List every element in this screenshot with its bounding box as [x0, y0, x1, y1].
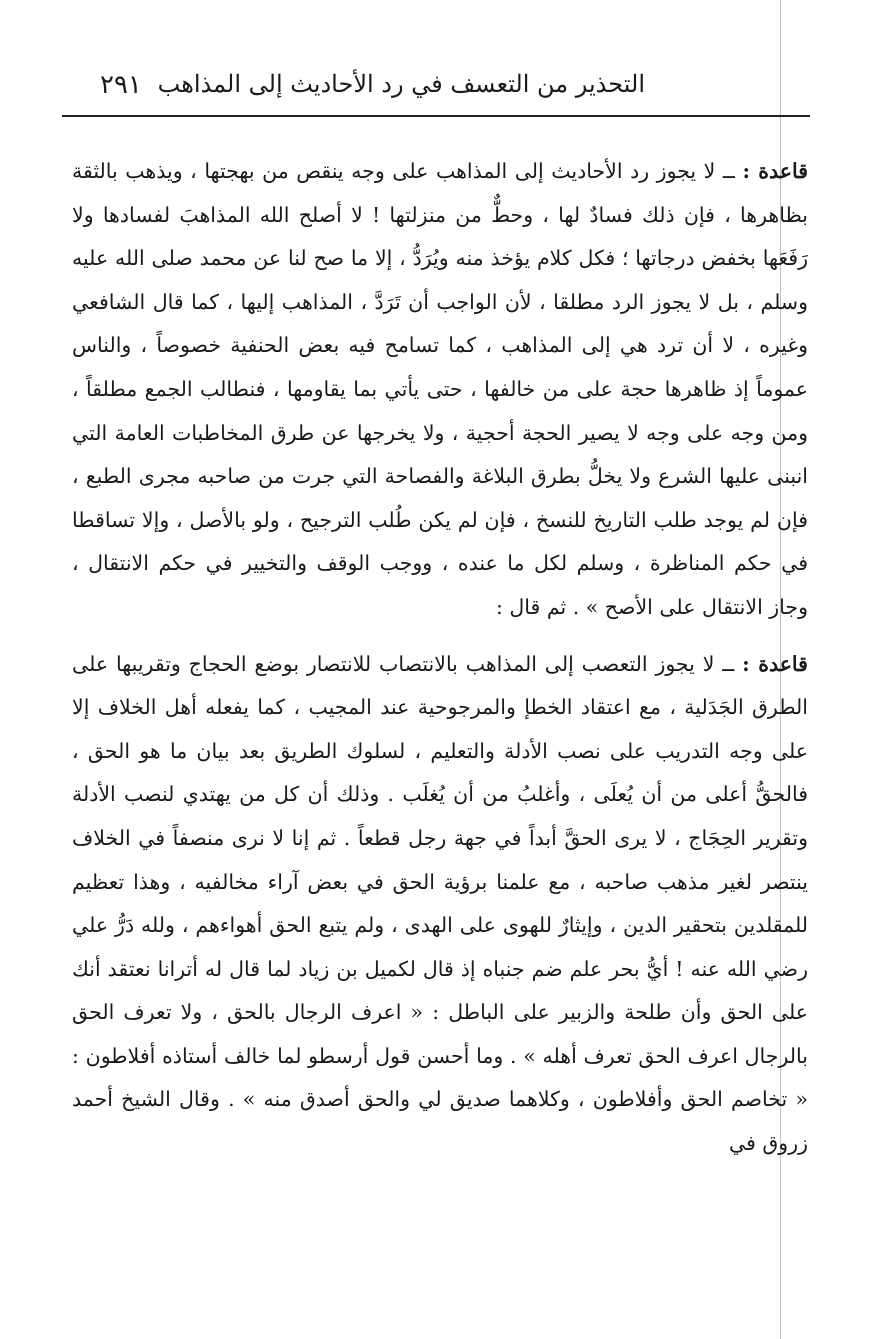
rule-heading: قاعدة :	[742, 651, 808, 676]
page-number: ٢٩١	[100, 70, 142, 100]
rule-dash: ــ	[722, 159, 735, 183]
rule-heading: قاعدة :	[742, 159, 808, 183]
rule-dash: ــ	[722, 651, 735, 676]
paragraph-rule-1	[72, 150, 808, 630]
running-title: التحذير من التعسف في رد الأحاديث إلى المذاهب	[157, 70, 645, 98]
header-rule	[62, 115, 810, 117]
body-text	[72, 150, 808, 1166]
paragraph-text: لا يجوز التعصب إلى المذاهب بالانتصاب للانتصار بوضع الحجاج وتقريبها على الطرق الجَدَلية ، مع اعتقاد الخطإ والمرجوحية عند المجيب ، كما يفعله أهل الخلاف إلا على وجه التدريب على نصب الأدلة والتعليم ، لسلوك الطريق بعد بيان ما هو الحق ، فالحقُّ أعلى من أن يُعلَى ، وأغلبُ من أن يُغلَب . وذلك أن كل من يهتدي لنصب الأدلة وتقرير الحِجَاج ، لا يرى الحقَّ أبداً في جهة رجل قطعاً . ثم إنا لا نرى منصفاً في الخلاف ينتصر لغير مذهب صاحبه ، مع علمنا برؤية الحق في بعض آراء مخالفيه ، وهذا تعظيم للمقلدين بتحقير الدين ، وإيثارٌ للهوى على الهدى ، ولم يتبع الحق أهواءهم ، ولله دَرُّ علي رضي الله عنه ! أيُّ بحر علم ضم جنباه إذ قال لكميل بن زياد لما قال له أترانا نعتقد أنك على الحق وأن طلحة والزبير على الباطل : « اعرف الرجال بالحق ، ولا تعرف الحق بالرجال اعرف الحق تعرف أهله » . وما أحسن قول أرسطو لما خالف أستاذه أفلاطون : « تخاصم الحق وأفلاطون ، وكلاهما صديق لي والحق أصدق منه » . وقال الشيخ أحمد زروق في	[72, 651, 808, 1156]
paragraph-text: لا يجوز رد الأحاديث إلى المذاهب على وجه ينقص من بهجتها ، ويذهب بالثقة بظاهرها ، فإن ذلك فسادٌ لها ، وحطٌّ من منزلتها ! لا أصلح الله المذاهبَ لفسادها ولا رَفَعَها بخفض درجاتها ؛ فكل كلام يؤخذ منه ويُرَدُّ ، إلا ما صح لنا عن محمد صلى الله عليه وسلم ، بل لا يجوز الرد مطلقا ، لأن الواجب أن تَرَدَّ ، المذاهب إليها ، كما قال الشافعي وغيره ، لا أن ترد هي إلى المذاهب ، كما تسامح فيه بعض الحنفية خصوصاً ، والناس عموماً إذ ظاهرها حجة على من خالفها ، حتى يأتي بما يقاومها ، فنطالب الجمع مطلقاً ، ومن وجه على وجه لا يصير الحجة أحجية ، ولا يخرجها عن طرق المخاطبات العامة التي انبنى عليها الشرع ولا يخلُّ بطرق البلاغة والفصاحة التي جرت من صاحبه مجرى الطبع ، فإن لم يوجد طلب التاريخ للنسخ ، فإن لم يكن طُلب الترجيح ، ولو بالأصل ، وإلا تساقطا في حكم المناظرة ، وسلم لكل ما عنده ، ووجب الوقف والتخيير في حكم الانتقال ، وجاز الانتقال على الأصح » . ثم قال :	[72, 159, 808, 619]
running-header	[62, 68, 810, 108]
paragraph-rule-2	[72, 643, 808, 1166]
